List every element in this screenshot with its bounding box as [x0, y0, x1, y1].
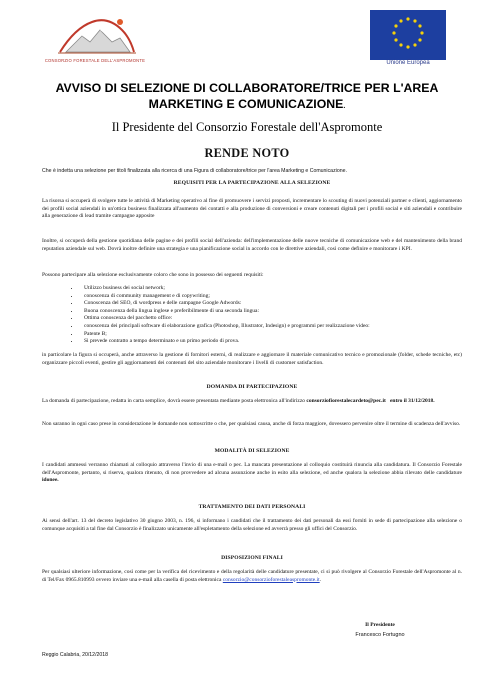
title-line-1: AVVISO DI SELEZIONE DI COLLABORATORE/TRICE PER L'AREA: [55, 81, 439, 95]
pec-address: consorziofiorestalecardeto@pec.it: [306, 398, 386, 404]
list-item: • Patente B;: [80, 331, 472, 339]
paragraph-8: Ai sensi dell'art. 13 del decreto legislativo 30 giugno 2003, n. 196, si informano i candidati che il trattamento dei dati personali da essi forniti in sede di partecipazione alla selezione o comunque acquisiti a tal fine dal Consorzio è finalizzato unicamente all'espletamento della selezione ed avverrà presso gli uffici del Consorzio.: [42, 518, 462, 532]
section-trattamento: TRATTAMENTO DEI DATI PERSONALI: [198, 504, 306, 510]
list-item: • Buona conoscenza della lingua inglese e preferibilmente di una seconda lingua:: [80, 308, 472, 316]
paragraph-4: in particolare la figura si occuperà, anche attraverso la gestione di fornitori esterni, di realizzare e aggiornare il materiale comunicativo tecnico e promozionale (folder, schede tecniche, etc) organizzare piccoli eventi, gestire gli aggiornamenti dei contenuti del sito aziendale monitorare i livelli di customer satisfaction.: [42, 352, 462, 366]
title-line-2-text: MARKETING E COMUNICAZIONE: [148, 97, 344, 111]
section-disposizioni: DISPOSIZIONI FINALI: [221, 555, 283, 561]
requirements-list: [68, 285, 472, 346]
consorzio-logo-text: CONSORZIO FORESTALE DELL'ASPROMONTE: [44, 58, 146, 63]
paragraph-5: [42, 398, 462, 406]
list-item: • Si prevede contratto a tempo determinato e un primo periodo di prova.: [80, 338, 472, 346]
list-item: • Ottima conoscenza del pacchetto office:: [80, 315, 472, 323]
paragraph-2: Inoltre, si occuperà della gestione quotidiana delle pagine e dei profili social dell'azienda: dell'implementazione delle nuove tecniche di comunicazione web e del mantenimento della brand reputation aziendale sul web. Dovrà inoltre definire una strategia e una pianificazione social in accordo con le direttive aziendali, così come definire e monitorare i KPI.: [42, 238, 462, 252]
paragraph-9-end: .: [319, 576, 322, 583]
title-line-2: [40, 96, 454, 115]
mountain-logo-icon: [30, 8, 160, 58]
section-domanda: DOMANDA DI PARTECIPAZIONE: [206, 384, 298, 390]
paragraph-7: [42, 462, 462, 485]
eu-logo: [370, 10, 446, 80]
intro-text: Che è indetta una selezione per titoli finalizzata alla ricerca di una Figura di collaboratore/trice per l'area Marketing e Comunicazione.: [42, 168, 347, 174]
paragraph-9-text: Per qualsiasi ulteriore informazione, così come per la verifica del ricevimento e della regolarità delle candidature presentate, ci si può rivolgere al Consorzio Forestale dell'Aspromonte al n. di Tel/Fax 0965.810993 ovvero inviare una e-mail alla casella di posta elettronica: [42, 569, 462, 583]
signature-name: Francesco Fortugno: [355, 632, 405, 638]
eu-flag-icon: [370, 10, 446, 60]
paragraph-3: Possono partecipare alla selezione esclusivamente coloro che sono in possesso dei seguenti requisiti:: [42, 272, 264, 278]
paragraph-5-text: La domanda di partecipazione, redatta in carta semplice, dovrà essere presentata mediante posta elettronica all'indirizzo: [42, 398, 306, 404]
paragraph-9: [42, 569, 462, 584]
eu-caption: Unione Europea: [386, 60, 430, 66]
paragraph-7-text: I candidati ammessi verranno chiamati al colloquio attraverso l'invio di una e-mail o pec. La mancata presentazione al colloquio costituirà rinuncia alla candidatura. Il Consorzio Forestale dell'Aspromonte, pertanto, si riserva, qualora ritenuto, di non provvedere ad alcuna assunzione anche in esito alla selezione, ed anche qualora la selezione abbia rilevato delle candidature: [42, 462, 462, 476]
email-link[interactable]: consorzio@consorzioforestaleaspromonte.it: [222, 576, 320, 583]
section-modalita: MODALITÀ DI SELEZIONE: [214, 448, 290, 454]
title-line-2-suffix: .: [343, 103, 346, 110]
rende-noto-heading: RENDE NOTO: [204, 146, 290, 160]
consorzio-logo: [30, 8, 160, 70]
subtitle: Il Presidente del Consorzio Forestale dell'Aspromonte: [111, 120, 383, 134]
section-requisiti: REQUISITI PER LA PARTECIPAZIONE ALLA SELEZIONE: [173, 180, 331, 186]
deadline: entro il 31/12/2018.: [389, 398, 435, 404]
signature-role: Il Presidente: [365, 622, 395, 628]
paragraph-7-bold: idonee.: [42, 477, 59, 484]
place-date: Reggio Calabria, 20/12/2018: [42, 652, 109, 658]
list-item: • conoscenza di community management e di copywriting;: [80, 293, 472, 301]
list-item: • Conoscenza del SEO, di wordpress e delle campagne Google Adwords:: [80, 300, 472, 308]
list-item: • conoscenza dei principali software di elaborazione grafica (Photoshop, Illustrator, Indesign) e programmi per realizzazione video:: [80, 323, 472, 331]
paragraph-1: La risorsa si occuperà di svolgere tutte le attività di Marketing operativo al fine di promuovere i servizi proposti, incrementare lo scouting di nuovi potenziali partner e clienti, aggiornamento dei profili social aziendali in un'ottica business finalizzata all'aumento dei contatti e alla produzione di conversioni e creare contenuti digitali per i profili social e siti aziendali e contribuire alla generazione di lead tramite campagne apposite: [42, 198, 462, 220]
paragraph-6: Non saranno in ogni caso prese in considerazione le domande non sottoscritte o che, per qualsiasi causa, anche di forza maggiore, dovessero pervenire oltre il termine di scadenza dell'avviso.: [42, 421, 461, 427]
list-item: • Utilizzo business dei social network;: [80, 285, 472, 293]
